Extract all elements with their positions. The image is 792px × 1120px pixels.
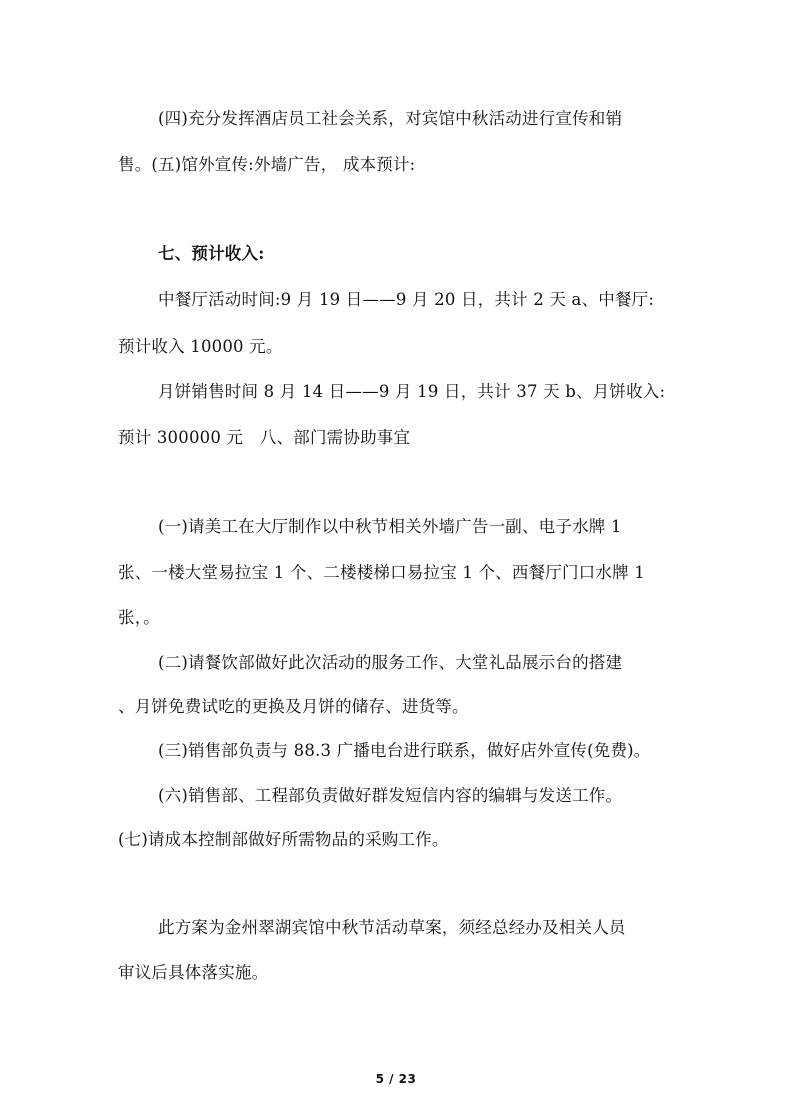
restaurant-activity-line-1: 中餐厅活动时间:9 月 19 日——9 月 20 日，共计 2 天 a、中餐厅: <box>158 290 655 309</box>
paragraph-4-line-1: (四)充分发挥酒店员工社会关系，对宾馆中秋活动进行宣传和销 <box>158 109 623 128</box>
request-3-line: (三)销售部负责与 88.3 广播电台进行联系，做好店外宣传(免费)。 <box>158 741 651 760</box>
closing-line-2: 审议后具体落实施。 <box>118 963 269 982</box>
closing-line-1: 此方案为金州翠湖宾馆中秋节活动草案，须经总经办及相关人员 <box>158 918 626 937</box>
request-1-line-2: 张、一楼大堂易拉宝 1 个、二楼楼梯口易拉宝 1 个、西餐厅门口水牌 1 <box>118 563 645 582</box>
request-6-line: (六)销售部、工程部负责做好群发短信内容的编辑与发送工作。 <box>158 786 623 805</box>
mooncake-sales-line-2: 预计 300000 元 八、部门需协助事宜 <box>118 428 411 447</box>
restaurant-activity-line-2: 预计收入 10000 元。 <box>118 337 283 356</box>
mooncake-sales-line-1: 月饼销售时间 8 月 14 日——9 月 19 日，共计 37 天 b、月饼收入: <box>158 382 666 401</box>
page-number: 5 / 23 <box>375 1072 417 1086</box>
section-7-heading: 七、预计收入: <box>158 244 265 263</box>
request-7-line: (七)请成本控制部做好所需物品的采购工作。 <box>118 830 449 849</box>
request-2-line-1: (二)请餐饮部做好此次活动的服务工作、大堂礼品展示台的搭建 <box>158 653 623 672</box>
request-1-line-3: 张，。 <box>118 608 160 627</box>
request-2-line-2: 、月饼免费试吃的更换及月饼的储存、进货等。 <box>118 697 469 716</box>
request-1-line-1: (一)请美工在大厅制作以中秋节相关外墙广告一副、电子水牌 1 <box>158 517 622 536</box>
paragraph-4-line-2: 售。(五)馆外宣传:外墙广告， 成本预计: <box>118 155 416 174</box>
